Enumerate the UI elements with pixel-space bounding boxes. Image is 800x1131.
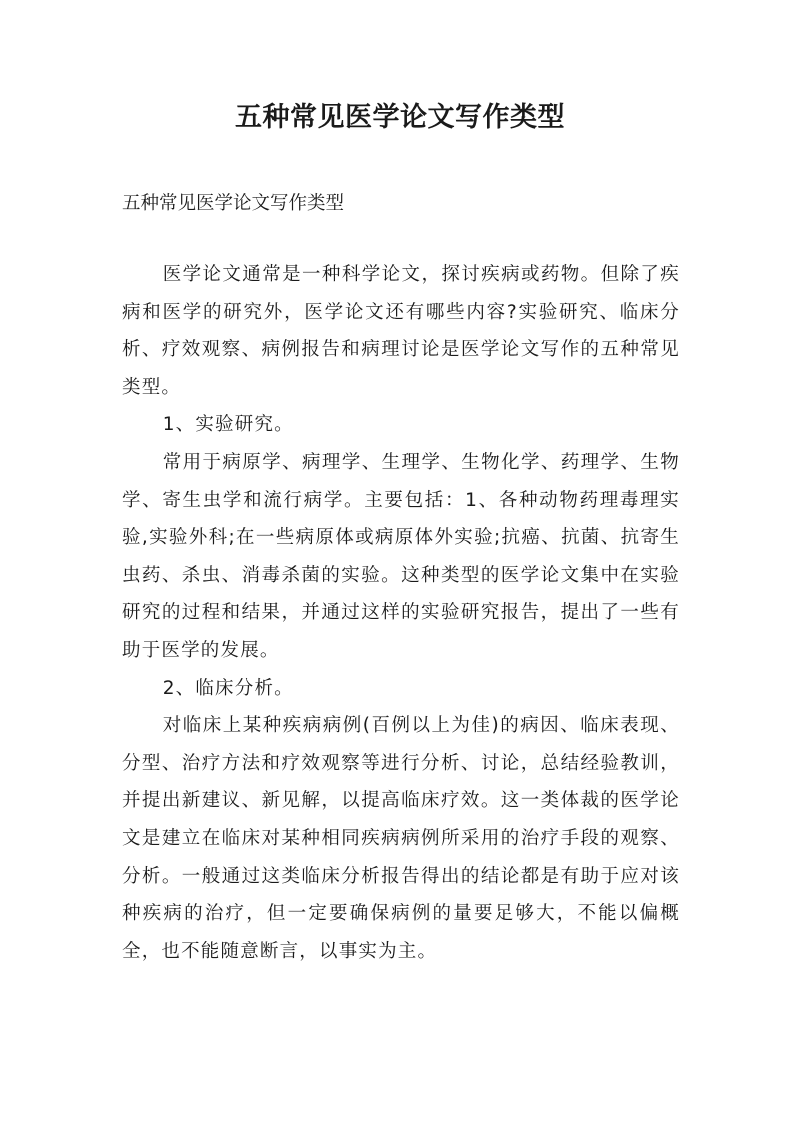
document-title: 五种常见医学论文写作类型 xyxy=(235,102,565,133)
clinical-analysis-paragraph: 对临床上某种疾病病例(百例以上为佳)的病因、临床表现、分型、治疗方法和疗效观察等进行分析、讨论，总结经验教训，并提出新建议、新见解，以提高临床疗效。这一类体裁的医学论文是建立在临床对某种相同疾病病例所采用的治疗手段的观察、分析。一般通过这类临床分析报告得出的结论都是有助于应对该种疾病的治疗，但一定要确保病例的量要足够大，不能以偏概全，也不能随意断言，以事实为主。 xyxy=(122,715,680,962)
section-heading-experimental-research: 1、实验研究。 xyxy=(162,414,294,436)
section-heading-clinical-analysis: 2、临床分析。 xyxy=(162,677,294,699)
document-body xyxy=(122,256,680,970)
document-subtitle: 五种常见医学论文写作类型 xyxy=(122,193,345,214)
intro-paragraph: 医学论文通常是一种科学论文，探讨疾病或药物。但除了疾病和医学的研究外，医学论文还有哪些内容?实验研究、临床分析、疗效观察、病例报告和病理讨论是医学论文写作的五种常见类型。 xyxy=(122,264,680,398)
experimental-research-paragraph: 常用于病原学、病理学、生理学、生物化学、药理学、生物学、寄生虫学和流行病学。主要包括：1、各种动物药理毒理实验,实验外科;在一些病原体或病原体外实验;抗癌、抗菌、抗寄生虫药、杀虫、消毒杀菌的实验。这种类型的医学论文集中在实验研究的过程和结果，并通过这样的实验研究报告，提出了一些有助于医学的发展。 xyxy=(122,451,680,661)
